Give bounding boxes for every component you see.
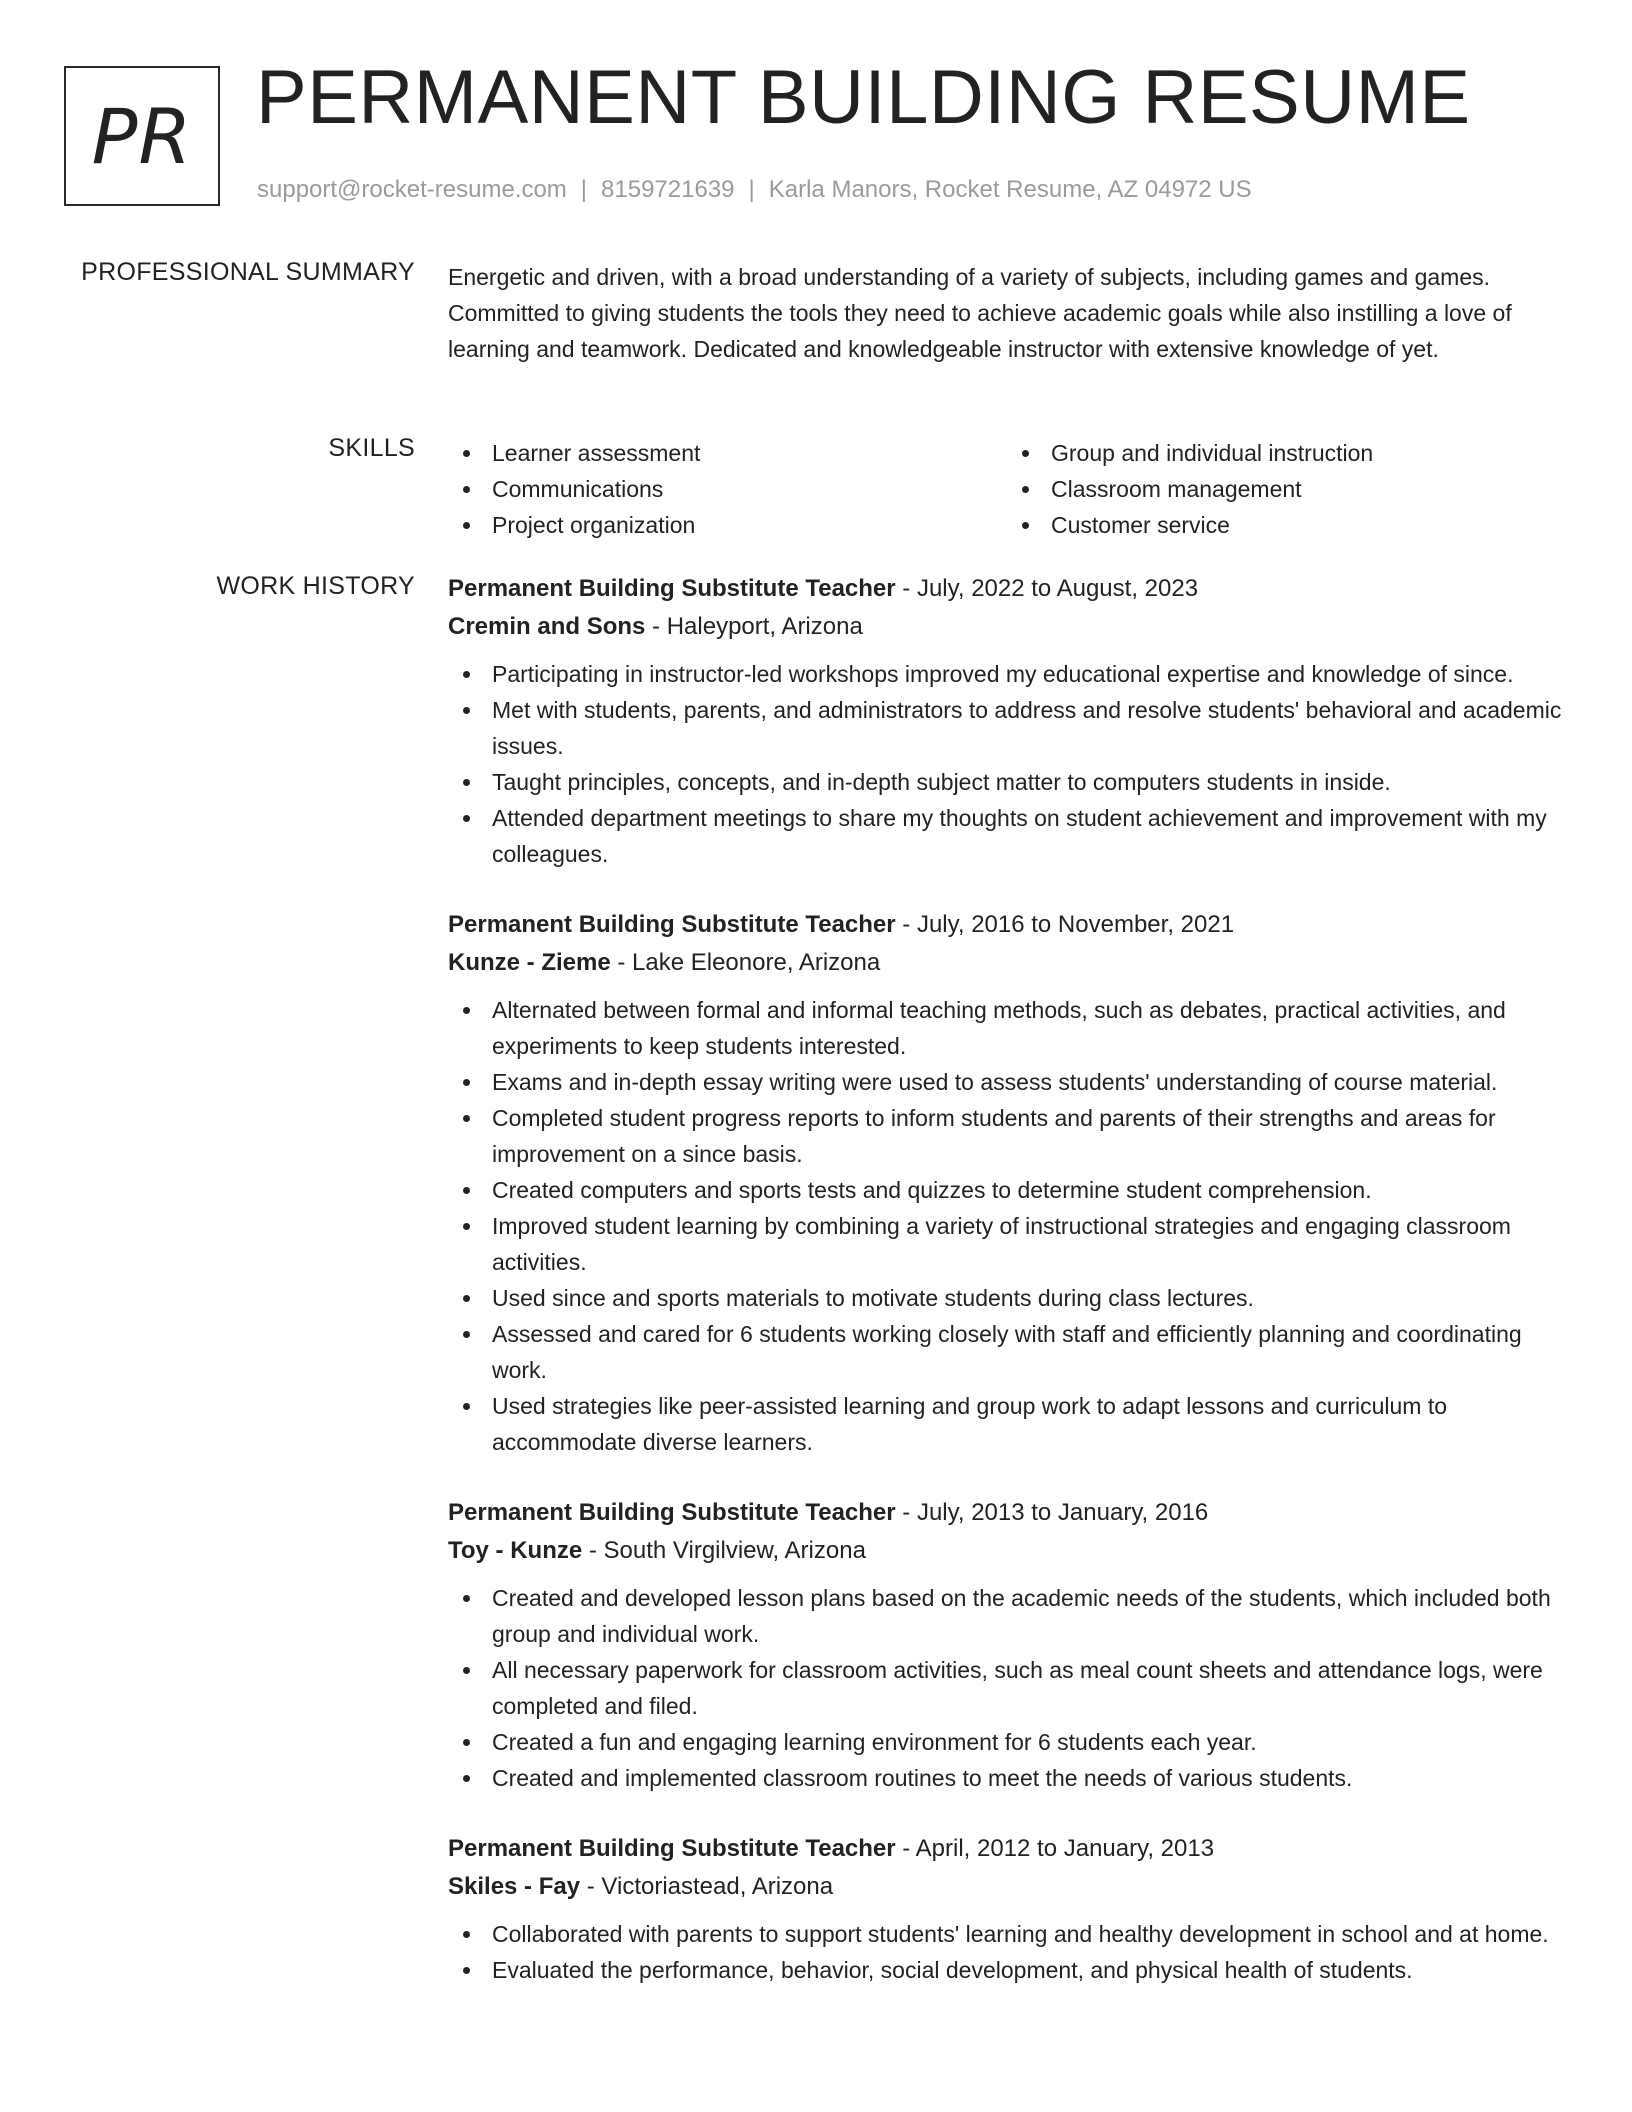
job-title: Permanent Building Substitute Teacher: [448, 911, 896, 938]
job-title-line: Permanent Building Substitute Teacher - July, 2016 to November, 2021: [448, 911, 1235, 938]
skills-grid: [448, 435, 1566, 543]
job-bullet: Created and developed lesson plans based on the academic needs of the students, which included both group and individual work.: [492, 1580, 1566, 1652]
monogram-logo: PR: [64, 66, 220, 206]
job-bullet: Completed student progress reports to inform students and parents of their strengths and areas for improvement on a since basis.: [492, 1100, 1566, 1172]
job-bullet: Created a fun and engaging learning environment for 6 students each year.: [492, 1724, 1566, 1760]
job-entry: [448, 1830, 1566, 1988]
job-dates: July, 2016 to November, 2021: [916, 911, 1235, 938]
section-label-work-history: WORK HISTORY: [216, 572, 415, 600]
job-location: Victoriastead, Arizona: [601, 1873, 834, 1900]
resume-name: PERMANENT BUILDING RESUME: [256, 55, 1471, 140]
job-bullet: Used since and sports materials to motivate students during class lectures.: [492, 1280, 1566, 1316]
job-bullet: Met with students, parents, and administrators to address and resolve students' behavioral and academic issues.: [492, 692, 1566, 764]
job-bullets: [448, 1580, 1566, 1796]
job-bullet: Alternated between formal and informal teaching methods, such as debates, practical activities, and experiments to keep students interested.: [492, 992, 1566, 1064]
job-bullet: Collaborated with parents to support students' learning and healthy development in school and at home.: [492, 1916, 1566, 1952]
job-title: Permanent Building Substitute Teacher: [448, 1499, 896, 1526]
summary-text: Energetic and driven, with a broad understanding of a variety of subjects, including games and games. Committed to giving students the tools they need to achieve academic goals while also instilling a love of learning and teamwork. Dedicated and knowledgeable instructor with extensive knowledge of yet.: [448, 264, 1512, 362]
contact-email[interactable]: support@rocket-resume.com: [257, 176, 567, 203]
skill-item: Classroom management: [1051, 471, 1566, 507]
job-company-line: Skiles - Fay - Victoriastead, Arizona: [448, 1873, 834, 1900]
job-location: South Virgilview, Arizona: [603, 1537, 866, 1564]
contact-address: Karla Manors, Rocket Resume, AZ 04972 US: [768, 176, 1252, 203]
job-bullet: Evaluated the performance, behavior, social development, and physical health of students.: [492, 1952, 1566, 1988]
job-title-line: Permanent Building Substitute Teacher - July, 2022 to August, 2023: [448, 575, 1199, 602]
job-bullets: [448, 1916, 1566, 1988]
job-title: Permanent Building Substitute Teacher: [448, 575, 896, 602]
skill-item: Communications: [492, 471, 1007, 507]
skill-item: Group and individual instruction: [1051, 435, 1566, 471]
job-dates: July, 2022 to August, 2023: [916, 575, 1199, 602]
job-bullet: All necessary paperwork for classroom activities, such as meal count sheets and attendance logs, were completed and filed.: [492, 1652, 1566, 1724]
section-label-summary: PROFESSIONAL SUMMARY: [81, 258, 415, 286]
skill-item: Project organization: [492, 507, 1007, 543]
job-title: Permanent Building Substitute Teacher: [448, 1835, 896, 1862]
job-bullets: [448, 656, 1566, 872]
job-company-line: Kunze - Zieme - Lake Eleonore, Arizona: [448, 949, 881, 976]
contact-separator: |: [748, 176, 755, 203]
contact-line: [257, 176, 1252, 204]
job-bullet: Improved student learning by combining a variety of instructional strategies and engaging classroom activities.: [492, 1208, 1566, 1280]
job-company-line: Toy - Kunze - South Virgilview, Arizona: [448, 1537, 866, 1564]
job-bullets: [448, 992, 1566, 1460]
contact-separator: |: [580, 176, 588, 203]
job-dates: July, 2013 to January, 2016: [916, 1499, 1209, 1526]
job-entry: [448, 906, 1566, 1460]
skill-item: Learner assessment: [492, 435, 1007, 471]
job-bullet: Participating in instructor-led workshops improved my educational expertise and knowledge of since.: [492, 656, 1566, 692]
contact-phone[interactable]: 8159721639: [601, 176, 735, 203]
job-bullet: Used strategies like peer-assisted learning and group work to adapt lessons and curriculum to accommodate diverse learners.: [492, 1388, 1566, 1460]
job-company: Kunze - Zieme: [448, 949, 611, 976]
job-company-line: Cremin and Sons - Haleyport, Arizona: [448, 613, 863, 640]
job-location: Lake Eleonore, Arizona: [632, 949, 881, 976]
job-company: Skiles - Fay: [448, 1873, 581, 1900]
job-title-line: Permanent Building Substitute Teacher - July, 2013 to January, 2016: [448, 1499, 1209, 1526]
job-bullet: Created and implemented classroom routines to meet the needs of various students.: [492, 1760, 1566, 1796]
section-label-skills: SKILLS: [328, 434, 415, 462]
job-bullet: Taught principles, concepts, and in-depth subject matter to computers students in inside.: [492, 764, 1566, 800]
job-bullet: Assessed and cared for 6 students working closely with staff and efficiently planning and coordinating work.: [492, 1316, 1566, 1388]
job-entry: [448, 1494, 1566, 1796]
skills-list-left: [448, 435, 1007, 543]
job-company: Toy - Kunze: [448, 1537, 583, 1564]
skill-item: Customer service: [1051, 507, 1566, 543]
job-dates: April, 2012 to January, 2013: [915, 1835, 1215, 1862]
job-bullet: Created computers and sports tests and quizzes to determine student comprehension.: [492, 1172, 1566, 1208]
work-history-body: [448, 570, 1566, 2022]
job-company: Cremin and Sons: [448, 613, 646, 640]
skills-list-right: [1007, 435, 1566, 543]
job-location: Haleyport, Arizona: [666, 613, 863, 640]
job-title-line: Permanent Building Substitute Teacher - April, 2012 to January, 2013: [448, 1835, 1215, 1862]
job-bullet: Attended department meetings to share my thoughts on student achievement and improvement with my colleagues.: [492, 800, 1566, 872]
job-entry: [448, 570, 1566, 872]
job-bullet: Exams and in-depth essay writing were used to assess students' understanding of course material.: [492, 1064, 1566, 1100]
